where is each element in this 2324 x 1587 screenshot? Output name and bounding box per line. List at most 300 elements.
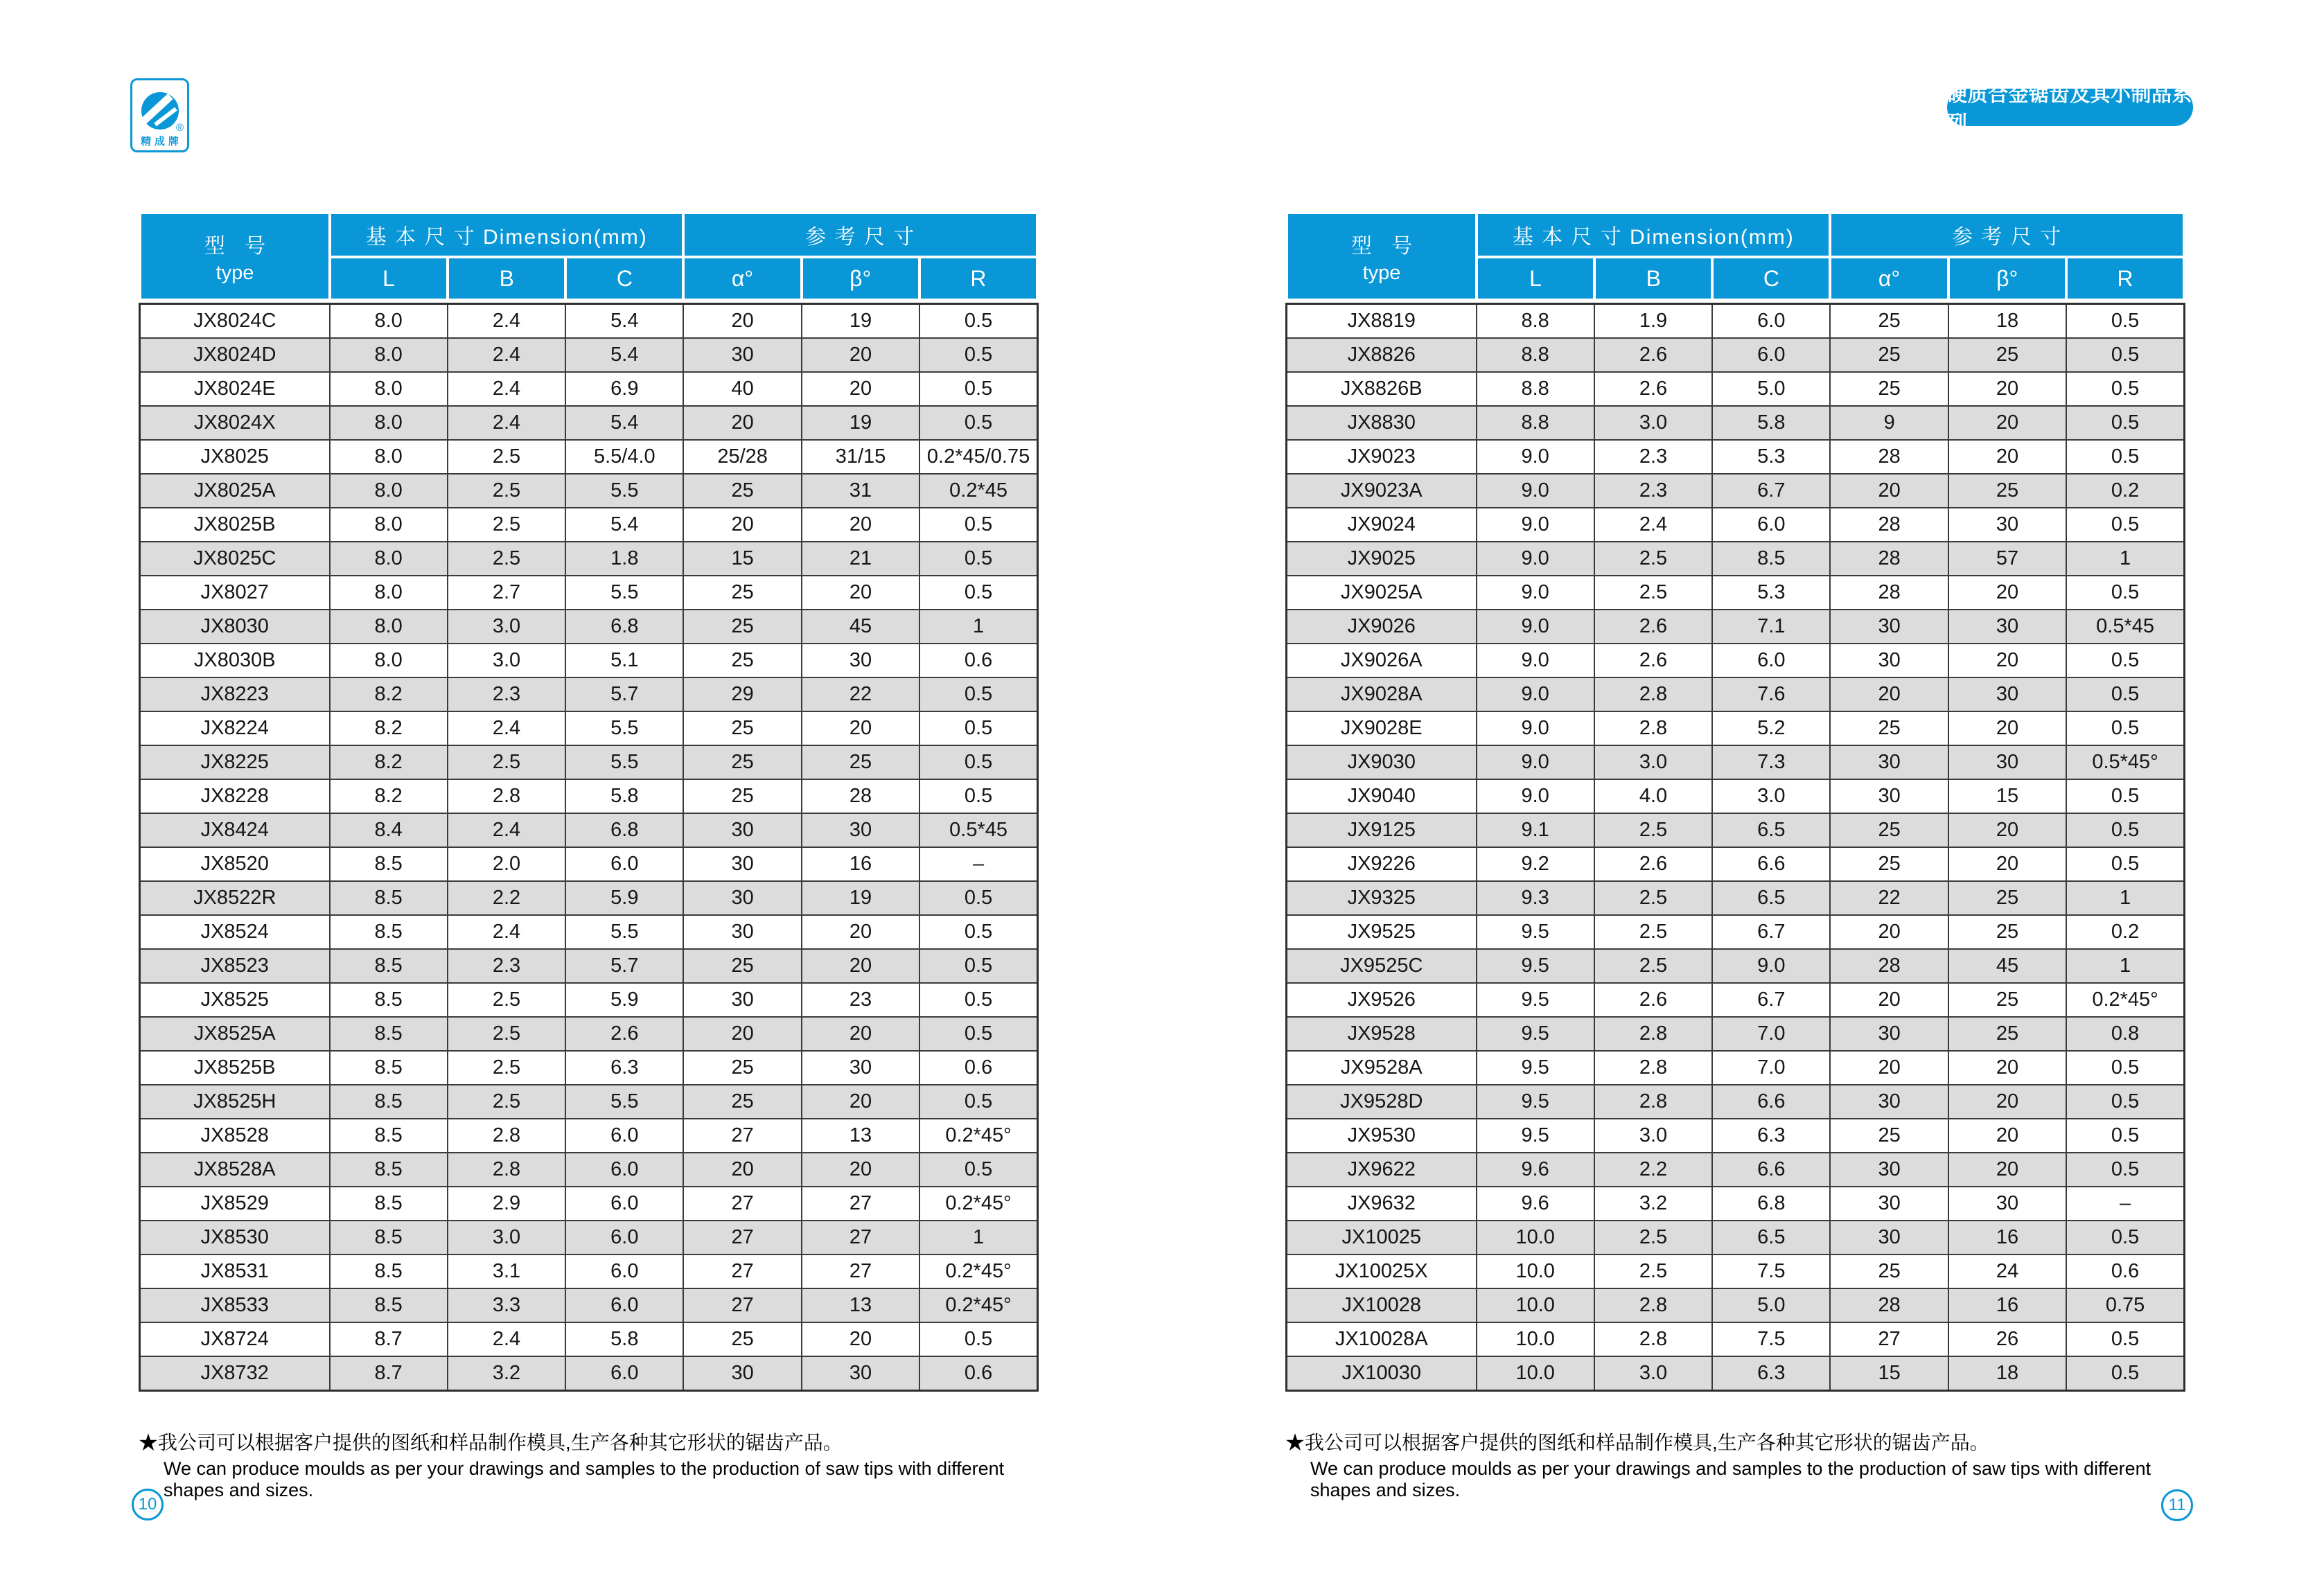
type-cell: JX9632 (1287, 1187, 1477, 1221)
value-cell: 25 (683, 1322, 801, 1356)
value-cell: 9.0 (1477, 644, 1594, 677)
value-cell: 26 (1948, 1322, 2066, 1356)
table-row (1287, 372, 2185, 406)
value-cell: 2.8 (1594, 1085, 1712, 1119)
value-cell: 2.6 (565, 1017, 683, 1051)
value-cell: 27 (683, 1187, 801, 1221)
value-cell: 16 (1948, 1221, 2066, 1254)
value-cell: 27 (1830, 1322, 1948, 1356)
value-cell: 7.3 (1712, 745, 1830, 779)
table-row (140, 406, 1038, 440)
value-cell: 20 (802, 1153, 919, 1187)
value-cell: 0.2*45° (2066, 983, 2184, 1017)
value-cell: 0.5*45 (2066, 610, 2184, 644)
value-cell: 9.5 (1477, 1085, 1594, 1119)
type-cell: JX9528D (1287, 1085, 1477, 1119)
header-type (1287, 213, 1477, 300)
value-cell: 25 (683, 1085, 801, 1119)
type-cell: JX8027 (140, 576, 330, 610)
value-cell: 2.6 (1594, 644, 1712, 677)
value-cell: 28 (1830, 508, 1948, 542)
type-cell: JX8024X (140, 406, 330, 440)
value-cell: 25 (683, 610, 801, 644)
value-cell: 20 (683, 406, 801, 440)
value-cell: 9.0 (1477, 542, 1594, 576)
header-C: C (1712, 257, 1830, 300)
value-cell: 30 (683, 847, 801, 881)
value-cell: 27 (802, 1221, 919, 1254)
value-cell: 5.8 (565, 779, 683, 813)
value-cell: 25 (1830, 847, 1948, 881)
value-cell: 9.5 (1477, 1017, 1594, 1051)
table-row (140, 711, 1038, 745)
value-cell: 20 (802, 338, 919, 372)
value-cell: 5.5 (565, 711, 683, 745)
table-row (1287, 983, 2185, 1017)
table-row (1287, 542, 2185, 576)
value-cell: 8.5 (330, 847, 448, 881)
value-cell: 2.4 (448, 1322, 565, 1356)
type-cell: JX9030 (1287, 745, 1477, 779)
type-cell: JX9026A (1287, 644, 1477, 677)
value-cell: 0.5 (919, 542, 1037, 576)
value-cell: 19 (802, 406, 919, 440)
table-body-left (139, 303, 1039, 1392)
value-cell: 10.0 (1477, 1221, 1594, 1254)
value-cell: 6.8 (565, 813, 683, 847)
value-cell: 5.5 (565, 576, 683, 610)
value-cell: 0.5 (919, 304, 1037, 339)
value-cell: 9.0 (1477, 711, 1594, 745)
value-cell: 20 (1948, 711, 2066, 745)
value-cell: 30 (683, 915, 801, 949)
table-row (1287, 915, 2185, 949)
value-cell: 3.0 (448, 610, 565, 644)
value-cell: 27 (683, 1254, 801, 1288)
value-cell: 2.8 (1594, 1017, 1712, 1051)
value-cell: 6.7 (1712, 915, 1830, 949)
value-cell: 0.5 (2066, 440, 2184, 474)
value-cell: 6.0 (565, 1288, 683, 1322)
type-cell: JX9622 (1287, 1153, 1477, 1187)
value-cell: 0.5 (2066, 1051, 2184, 1085)
value-cell: 8.5 (330, 1017, 448, 1051)
value-cell: 2.8 (1594, 1322, 1712, 1356)
type-cell: JX8025A (140, 474, 330, 508)
value-cell: 6.8 (565, 610, 683, 644)
value-cell: 30 (1948, 677, 2066, 711)
value-cell: 8.0 (330, 372, 448, 406)
value-cell: 0.5 (919, 915, 1037, 949)
table-header-right (1285, 211, 2185, 301)
value-cell: 57 (1948, 542, 2066, 576)
value-cell: 20 (1948, 576, 2066, 610)
header-type-en: type (1362, 261, 1401, 284)
value-cell: 0.2 (2066, 474, 2184, 508)
value-cell: 31 (802, 474, 919, 508)
value-cell: 0.5 (2066, 304, 2184, 339)
value-cell: 9.0 (1477, 677, 1594, 711)
value-cell: 45 (1948, 949, 2066, 983)
value-cell: 0.5*45° (2066, 745, 2184, 779)
value-cell: 6.3 (565, 1051, 683, 1085)
footnote-zh: ★我公司可以根据客户提供的图纸和样品制作模具,生产各种其它形状的锯齿产品。 (1285, 1432, 1989, 1453)
value-cell: 20 (683, 1153, 801, 1187)
value-cell: 5.4 (565, 304, 683, 339)
value-cell: 5.3 (1712, 576, 1830, 610)
value-cell: 8.5 (330, 1051, 448, 1085)
type-cell: JX8024E (140, 372, 330, 406)
value-cell: 28 (1830, 949, 1948, 983)
value-cell: 15 (1830, 1356, 1948, 1391)
header-beta: β° (802, 257, 919, 300)
value-cell: 20 (802, 1085, 919, 1119)
value-cell: 19 (802, 881, 919, 915)
table-row (1287, 576, 2185, 610)
value-cell: 5.2 (1712, 711, 1830, 745)
table-row (1287, 644, 2185, 677)
value-cell: 30 (802, 813, 919, 847)
value-cell: 3.0 (448, 1221, 565, 1254)
table-row (140, 304, 1038, 339)
value-cell: 3.0 (1594, 1119, 1712, 1153)
table-row (1287, 1085, 2185, 1119)
value-cell: 30 (683, 1356, 801, 1391)
value-cell: 2.3 (448, 677, 565, 711)
type-cell: JX8025C (140, 542, 330, 576)
value-cell: 8.5 (330, 915, 448, 949)
value-cell: 25 (1830, 1254, 1948, 1288)
value-cell: 20 (802, 508, 919, 542)
header-alpha: α° (1830, 257, 1948, 300)
type-cell: JX8523 (140, 949, 330, 983)
value-cell: 0.5 (2066, 813, 2184, 847)
type-cell: JX9028A (1287, 677, 1477, 711)
value-cell: 25 (683, 644, 801, 677)
value-cell: 9.6 (1477, 1153, 1594, 1187)
value-cell: 27 (802, 1187, 919, 1221)
table-row (1287, 1051, 2185, 1085)
type-cell: JX8819 (1287, 304, 1477, 339)
header-type (140, 213, 330, 300)
value-cell: 20 (1948, 1119, 2066, 1153)
table-row (1287, 1322, 2185, 1356)
value-cell: 0.8 (2066, 1017, 2184, 1051)
type-cell: JX9525 (1287, 915, 1477, 949)
value-cell: 2.3 (1594, 474, 1712, 508)
value-cell: 20 (1948, 644, 2066, 677)
header-B: B (448, 257, 565, 300)
type-cell: JX9025A (1287, 576, 1477, 610)
value-cell: 2.4 (448, 711, 565, 745)
type-cell: JX9526 (1287, 983, 1477, 1017)
value-cell: 20 (1830, 915, 1948, 949)
value-cell: 8.2 (330, 677, 448, 711)
value-cell: 2.6 (1594, 372, 1712, 406)
table-row (1287, 745, 2185, 779)
value-cell: 0.75 (2066, 1288, 2184, 1322)
value-cell: 25 (683, 711, 801, 745)
value-cell: 0.5 (919, 338, 1037, 372)
value-cell: 16 (802, 847, 919, 881)
value-cell: 2.6 (1594, 610, 1712, 644)
value-cell: 20 (1830, 1051, 1948, 1085)
value-cell: 20 (802, 949, 919, 983)
value-cell: 9.5 (1477, 983, 1594, 1017)
table-row (1287, 304, 2185, 339)
value-cell: 18 (1948, 1356, 2066, 1391)
value-cell: 5.1 (565, 644, 683, 677)
value-cell: 7.1 (1712, 610, 1830, 644)
type-cell: JX9325 (1287, 881, 1477, 915)
value-cell: 1 (919, 610, 1037, 644)
value-cell: 30 (802, 644, 919, 677)
value-cell: 0.5 (919, 983, 1037, 1017)
type-cell: JX9125 (1287, 813, 1477, 847)
value-cell: 24 (1948, 1254, 2066, 1288)
value-cell: 9.5 (1477, 1119, 1594, 1153)
value-cell: 30 (1948, 508, 2066, 542)
table-row (140, 949, 1038, 983)
value-cell: 9 (1830, 406, 1948, 440)
value-cell: 6.0 (1712, 338, 1830, 372)
value-cell: 5.8 (565, 1322, 683, 1356)
value-cell: 2.4 (448, 813, 565, 847)
table-row (140, 1153, 1038, 1187)
value-cell: 9.5 (1477, 1051, 1594, 1085)
value-cell: 5.5 (565, 1085, 683, 1119)
value-cell: 6.6 (1712, 847, 1830, 881)
value-cell: 27 (802, 1254, 919, 1288)
value-cell: 2.5 (1594, 813, 1712, 847)
value-cell: 6.7 (1712, 983, 1830, 1017)
value-cell: 6.0 (565, 1187, 683, 1221)
type-cell: JX8528 (140, 1119, 330, 1153)
value-cell: 2.5 (448, 542, 565, 576)
table-row (1287, 847, 2185, 881)
value-cell: 2.0 (448, 847, 565, 881)
value-cell: 0.5 (919, 745, 1037, 779)
value-cell: 0.5 (2066, 779, 2184, 813)
value-cell: 21 (802, 542, 919, 576)
value-cell: 0.5 (919, 711, 1037, 745)
value-cell: 0.5 (919, 949, 1037, 983)
type-cell: JX8525A (140, 1017, 330, 1051)
table-header-left (139, 211, 1039, 301)
value-cell: 3.0 (1594, 745, 1712, 779)
value-cell: 8.5 (330, 1153, 448, 1187)
value-cell: 25 (1948, 983, 2066, 1017)
value-cell: 30 (683, 813, 801, 847)
header-basic-dimension: 基 本 尺 寸 Dimension(mm) (330, 213, 683, 257)
value-cell: 7.0 (1712, 1017, 1830, 1051)
value-cell: 25 (683, 1051, 801, 1085)
value-cell: 5.7 (565, 949, 683, 983)
value-cell: 15 (1948, 779, 2066, 813)
value-cell: 5.5 (565, 915, 683, 949)
value-cell: 25 (802, 745, 919, 779)
value-cell: 3.0 (1594, 1356, 1712, 1391)
value-cell: 6.0 (565, 1153, 683, 1187)
value-cell: 5.3 (1712, 440, 1830, 474)
header-L: L (1477, 257, 1594, 300)
table-row (1287, 508, 2185, 542)
value-cell: 0.5 (2066, 847, 2184, 881)
table-row (140, 440, 1038, 474)
value-cell: 5.5 (565, 745, 683, 779)
value-cell: 9.0 (1477, 779, 1594, 813)
value-cell: 20 (802, 576, 919, 610)
value-cell: 8.0 (330, 508, 448, 542)
header-reference-dimension: 参 考 尺 寸 (1830, 213, 2184, 257)
value-cell: 0.5 (919, 406, 1037, 440)
value-cell: 20 (802, 711, 919, 745)
table-row (140, 576, 1038, 610)
page-number-left: 10 (132, 1489, 164, 1520)
value-cell: 20 (1948, 847, 2066, 881)
value-cell: 8.0 (330, 610, 448, 644)
value-cell: 8.8 (1477, 304, 1594, 339)
value-cell: 2.4 (448, 406, 565, 440)
table-row (1287, 474, 2185, 508)
value-cell: 2.5 (448, 508, 565, 542)
type-cell: JX8529 (140, 1187, 330, 1221)
value-cell: 3.0 (1712, 779, 1830, 813)
header-R: R (2066, 257, 2184, 300)
value-cell: 18 (1948, 304, 2066, 339)
footnote-en: We can produce moulds as per your drawings and samples to the production of saw tips with different shapes and sizes. (1310, 1458, 2151, 1500)
value-cell: 25 (683, 949, 801, 983)
value-cell: 25 (1948, 474, 2066, 508)
type-cell: JX9024 (1287, 508, 1477, 542)
type-cell: JX9226 (1287, 847, 1477, 881)
value-cell: 6.6 (1712, 1153, 1830, 1187)
type-cell: JX9525C (1287, 949, 1477, 983)
table-row (1287, 406, 2185, 440)
value-cell: 8.2 (330, 779, 448, 813)
value-cell: 6.5 (1712, 1221, 1830, 1254)
value-cell: 40 (683, 372, 801, 406)
value-cell: 6.0 (565, 1119, 683, 1153)
value-cell: 9.3 (1477, 881, 1594, 915)
value-cell: 27 (683, 1288, 801, 1322)
value-cell: 2.5 (448, 1085, 565, 1119)
type-cell: JX8228 (140, 779, 330, 813)
value-cell: 8.5 (330, 1288, 448, 1322)
value-cell: 2.8 (1594, 711, 1712, 745)
value-cell: 6.0 (1712, 644, 1830, 677)
value-cell: 3.1 (448, 1254, 565, 1288)
table-row (140, 1254, 1038, 1288)
type-cell: JX8530 (140, 1221, 330, 1254)
value-cell: 0.5 (919, 372, 1037, 406)
value-cell: 8.5 (330, 1254, 448, 1288)
value-cell: 3.0 (448, 644, 565, 677)
footnote-right (1285, 1428, 2185, 1501)
type-cell: JX8030 (140, 610, 330, 644)
value-cell: 9.2 (1477, 847, 1594, 881)
value-cell: 2.2 (448, 881, 565, 915)
value-cell: 5.9 (565, 881, 683, 915)
table-row (1287, 1356, 2185, 1391)
type-cell: JX8525H (140, 1085, 330, 1119)
value-cell: 0.5 (919, 779, 1037, 813)
value-cell: 5.4 (565, 508, 683, 542)
value-cell: 0.2*45° (919, 1119, 1037, 1153)
series-banner: 硬质合金锯齿及其小制品系列 (1947, 84, 2193, 134)
value-cell: 0.5 (2066, 1153, 2184, 1187)
brand-logo-icon (132, 80, 187, 133)
table-row (140, 983, 1038, 1017)
value-cell: 7.5 (1712, 1322, 1830, 1356)
type-cell: JX10030 (1287, 1356, 1477, 1391)
value-cell: 2.2 (1594, 1153, 1712, 1187)
table-row (1287, 779, 2185, 813)
type-cell: JX9528 (1287, 1017, 1477, 1051)
table-row (1287, 1187, 2185, 1221)
table-row (1287, 1153, 2185, 1187)
value-cell: 2.8 (448, 1119, 565, 1153)
value-cell: 0.5 (919, 1153, 1037, 1187)
value-cell: 5.8 (1712, 406, 1830, 440)
value-cell: 25 (1830, 338, 1948, 372)
type-cell: JX9023 (1287, 440, 1477, 474)
value-cell: 28 (1830, 1288, 1948, 1322)
footnote-left (139, 1428, 1039, 1501)
value-cell: 2.5 (448, 440, 565, 474)
value-cell: 2.4 (448, 915, 565, 949)
value-cell: – (2066, 1187, 2184, 1221)
value-cell: 0.5 (2066, 406, 2184, 440)
value-cell: 8.8 (1477, 372, 1594, 406)
value-cell: 8.0 (330, 474, 448, 508)
table-row (140, 1017, 1038, 1051)
value-cell: 25 (683, 745, 801, 779)
value-cell: 6.0 (1712, 508, 1830, 542)
value-cell: 0.5 (2066, 576, 2184, 610)
value-cell: 0.2*45° (919, 1187, 1037, 1221)
value-cell: 2.4 (448, 304, 565, 339)
table-body-right (1285, 303, 2185, 1392)
table-row (1287, 1254, 2185, 1288)
value-cell: 8.7 (330, 1322, 448, 1356)
value-cell: 25 (1830, 304, 1948, 339)
value-cell: 9.0 (1477, 474, 1594, 508)
value-cell: 20 (1830, 983, 1948, 1017)
value-cell: 30 (1830, 644, 1948, 677)
value-cell: 8.7 (330, 1356, 448, 1391)
value-cell: 2.4 (1594, 508, 1712, 542)
value-cell: 6.8 (1712, 1187, 1830, 1221)
value-cell: 0.5 (2066, 1119, 2184, 1153)
value-cell: 20 (802, 915, 919, 949)
brand-logo (130, 78, 189, 152)
value-cell: 2.5 (1594, 542, 1712, 576)
table-row (1287, 711, 2185, 745)
value-cell: 25 (683, 576, 801, 610)
value-cell: 8.0 (330, 542, 448, 576)
value-cell: 8.5 (330, 1085, 448, 1119)
table-row (1287, 949, 2185, 983)
value-cell: 9.6 (1477, 1187, 1594, 1221)
value-cell: 0.2*45° (919, 1288, 1037, 1322)
value-cell: 10.0 (1477, 1254, 1594, 1288)
value-cell: 23 (802, 983, 919, 1017)
value-cell: 45 (802, 610, 919, 644)
value-cell: 0.5 (2066, 1356, 2184, 1391)
value-cell: 3.2 (1594, 1187, 1712, 1221)
table-row (140, 542, 1038, 576)
